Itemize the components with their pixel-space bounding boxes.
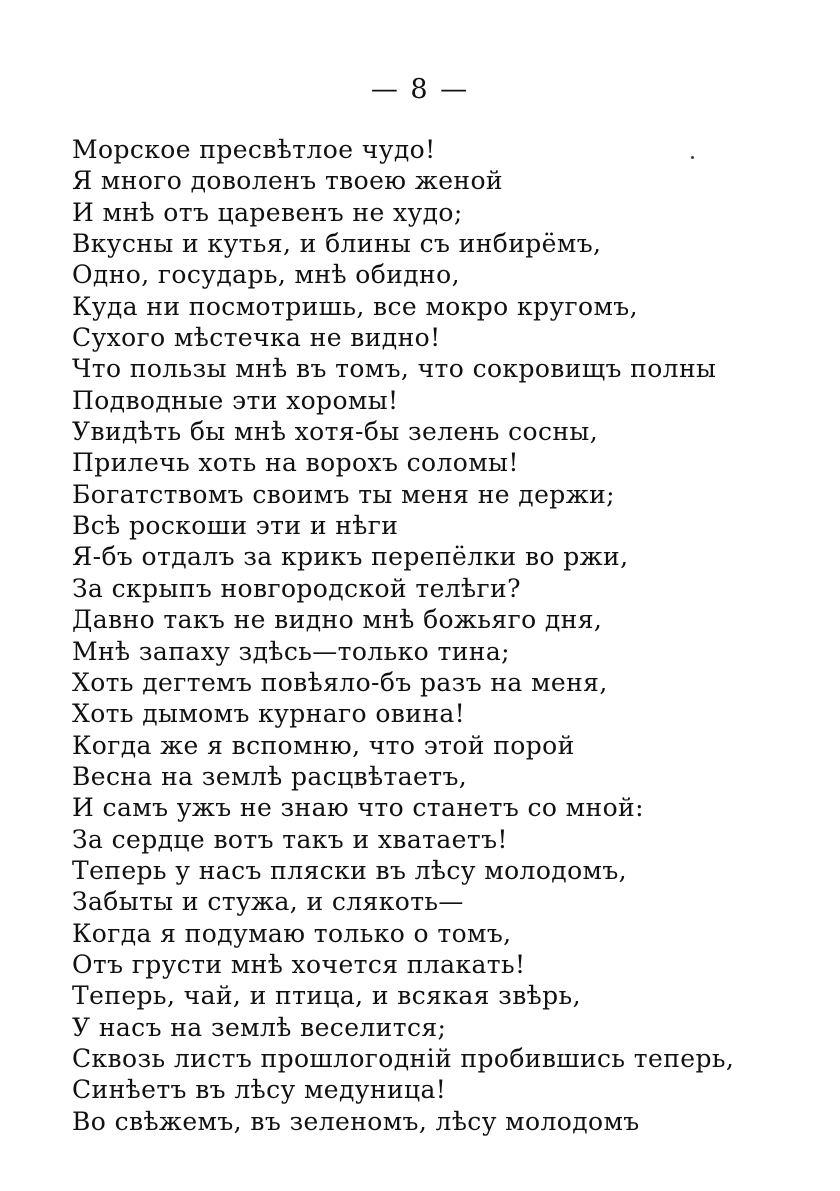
poem-line: Подводные эти хоромы! — [72, 385, 399, 415]
poem-line: Что пользы мнѣ въ томъ, что сокровищъ полны — [72, 354, 717, 384]
poem-line: За скрыпъ новгородской телѣги? — [72, 573, 521, 603]
poem-line: Вкусны и кутья, и блины съ инбирёмъ, — [72, 229, 602, 259]
poem-line: Прилечь хоть на ворохъ соломы! — [72, 448, 519, 478]
poem-line: Теперь у насъ пляски въ лѣсу молодомъ, — [72, 855, 628, 885]
poem-line: Куда ни посмотришь, все мокро кругомъ, — [72, 291, 638, 321]
poem-line: За сердце вотъ такъ и хватаетъ! — [72, 824, 508, 854]
poem-line: Сухого мѣстечка не видно! — [72, 323, 441, 353]
poem-line: Во свѣжемъ, въ зеленомъ, лѣсу молодомъ — [72, 1106, 640, 1136]
poem-line: Я-бъ отдалъ за крикъ перепёлки во ржи, — [72, 542, 629, 572]
poem-line: Забыты и стужа, и слякоть— — [72, 887, 464, 917]
poem-line: Когда я подумаю только о томъ, — [72, 918, 512, 948]
poem-line: Сквозь листъ прошлогоднiй пробившись теперь, — [72, 1043, 735, 1073]
poem-line: Увидѣть бы мнѣ хотя-бы зелень сосны, — [72, 417, 599, 447]
poem-line: Хоть дегтемъ повѣяло-бъ разъ на меня, — [72, 667, 608, 697]
poem-line: Я много доволенъ твоею женой — [72, 166, 503, 196]
poem-line: Синѣетъ въ лѣсу медуница! — [72, 1075, 447, 1105]
page-number: — 8 — — [370, 74, 470, 105]
poem-line: Морское пресвѣтлое чудо! — [72, 135, 436, 164]
poem-line: Отъ грусти мнѣ хочется плакать! — [72, 949, 526, 979]
poem-line: Богатствомъ своимъ ты меня не держи; — [72, 479, 615, 509]
poem-line: Когда же я вспомню, что этой порой — [72, 730, 575, 760]
poem-line: Мнѣ запаху здѣсь—только тина; — [72, 636, 510, 666]
poem-line: Хоть дымомъ курнаго овина! — [72, 699, 466, 729]
poem-line: У насъ на землѣ веселится; — [72, 1012, 447, 1042]
poem-line: Весна на землѣ расцвѣтаетъ, — [72, 761, 468, 791]
poem-line: И самъ ужъ не знаю что станетъ со мной: — [72, 793, 644, 823]
poem-text — [72, 134, 792, 1137]
poem-line: Одно, государь, мнѣ обидно, — [72, 260, 460, 290]
poem-line: Теперь, чай, и птица, и всякая звѣрь, — [72, 981, 581, 1011]
poem-line: Всѣ роскоши эти и нѣги — [72, 511, 399, 541]
poem-line: И мнѣ отъ царевенъ не худо; — [72, 197, 463, 227]
poem-line: Давно такъ не видно мнѣ божьяго дня, — [72, 605, 603, 635]
